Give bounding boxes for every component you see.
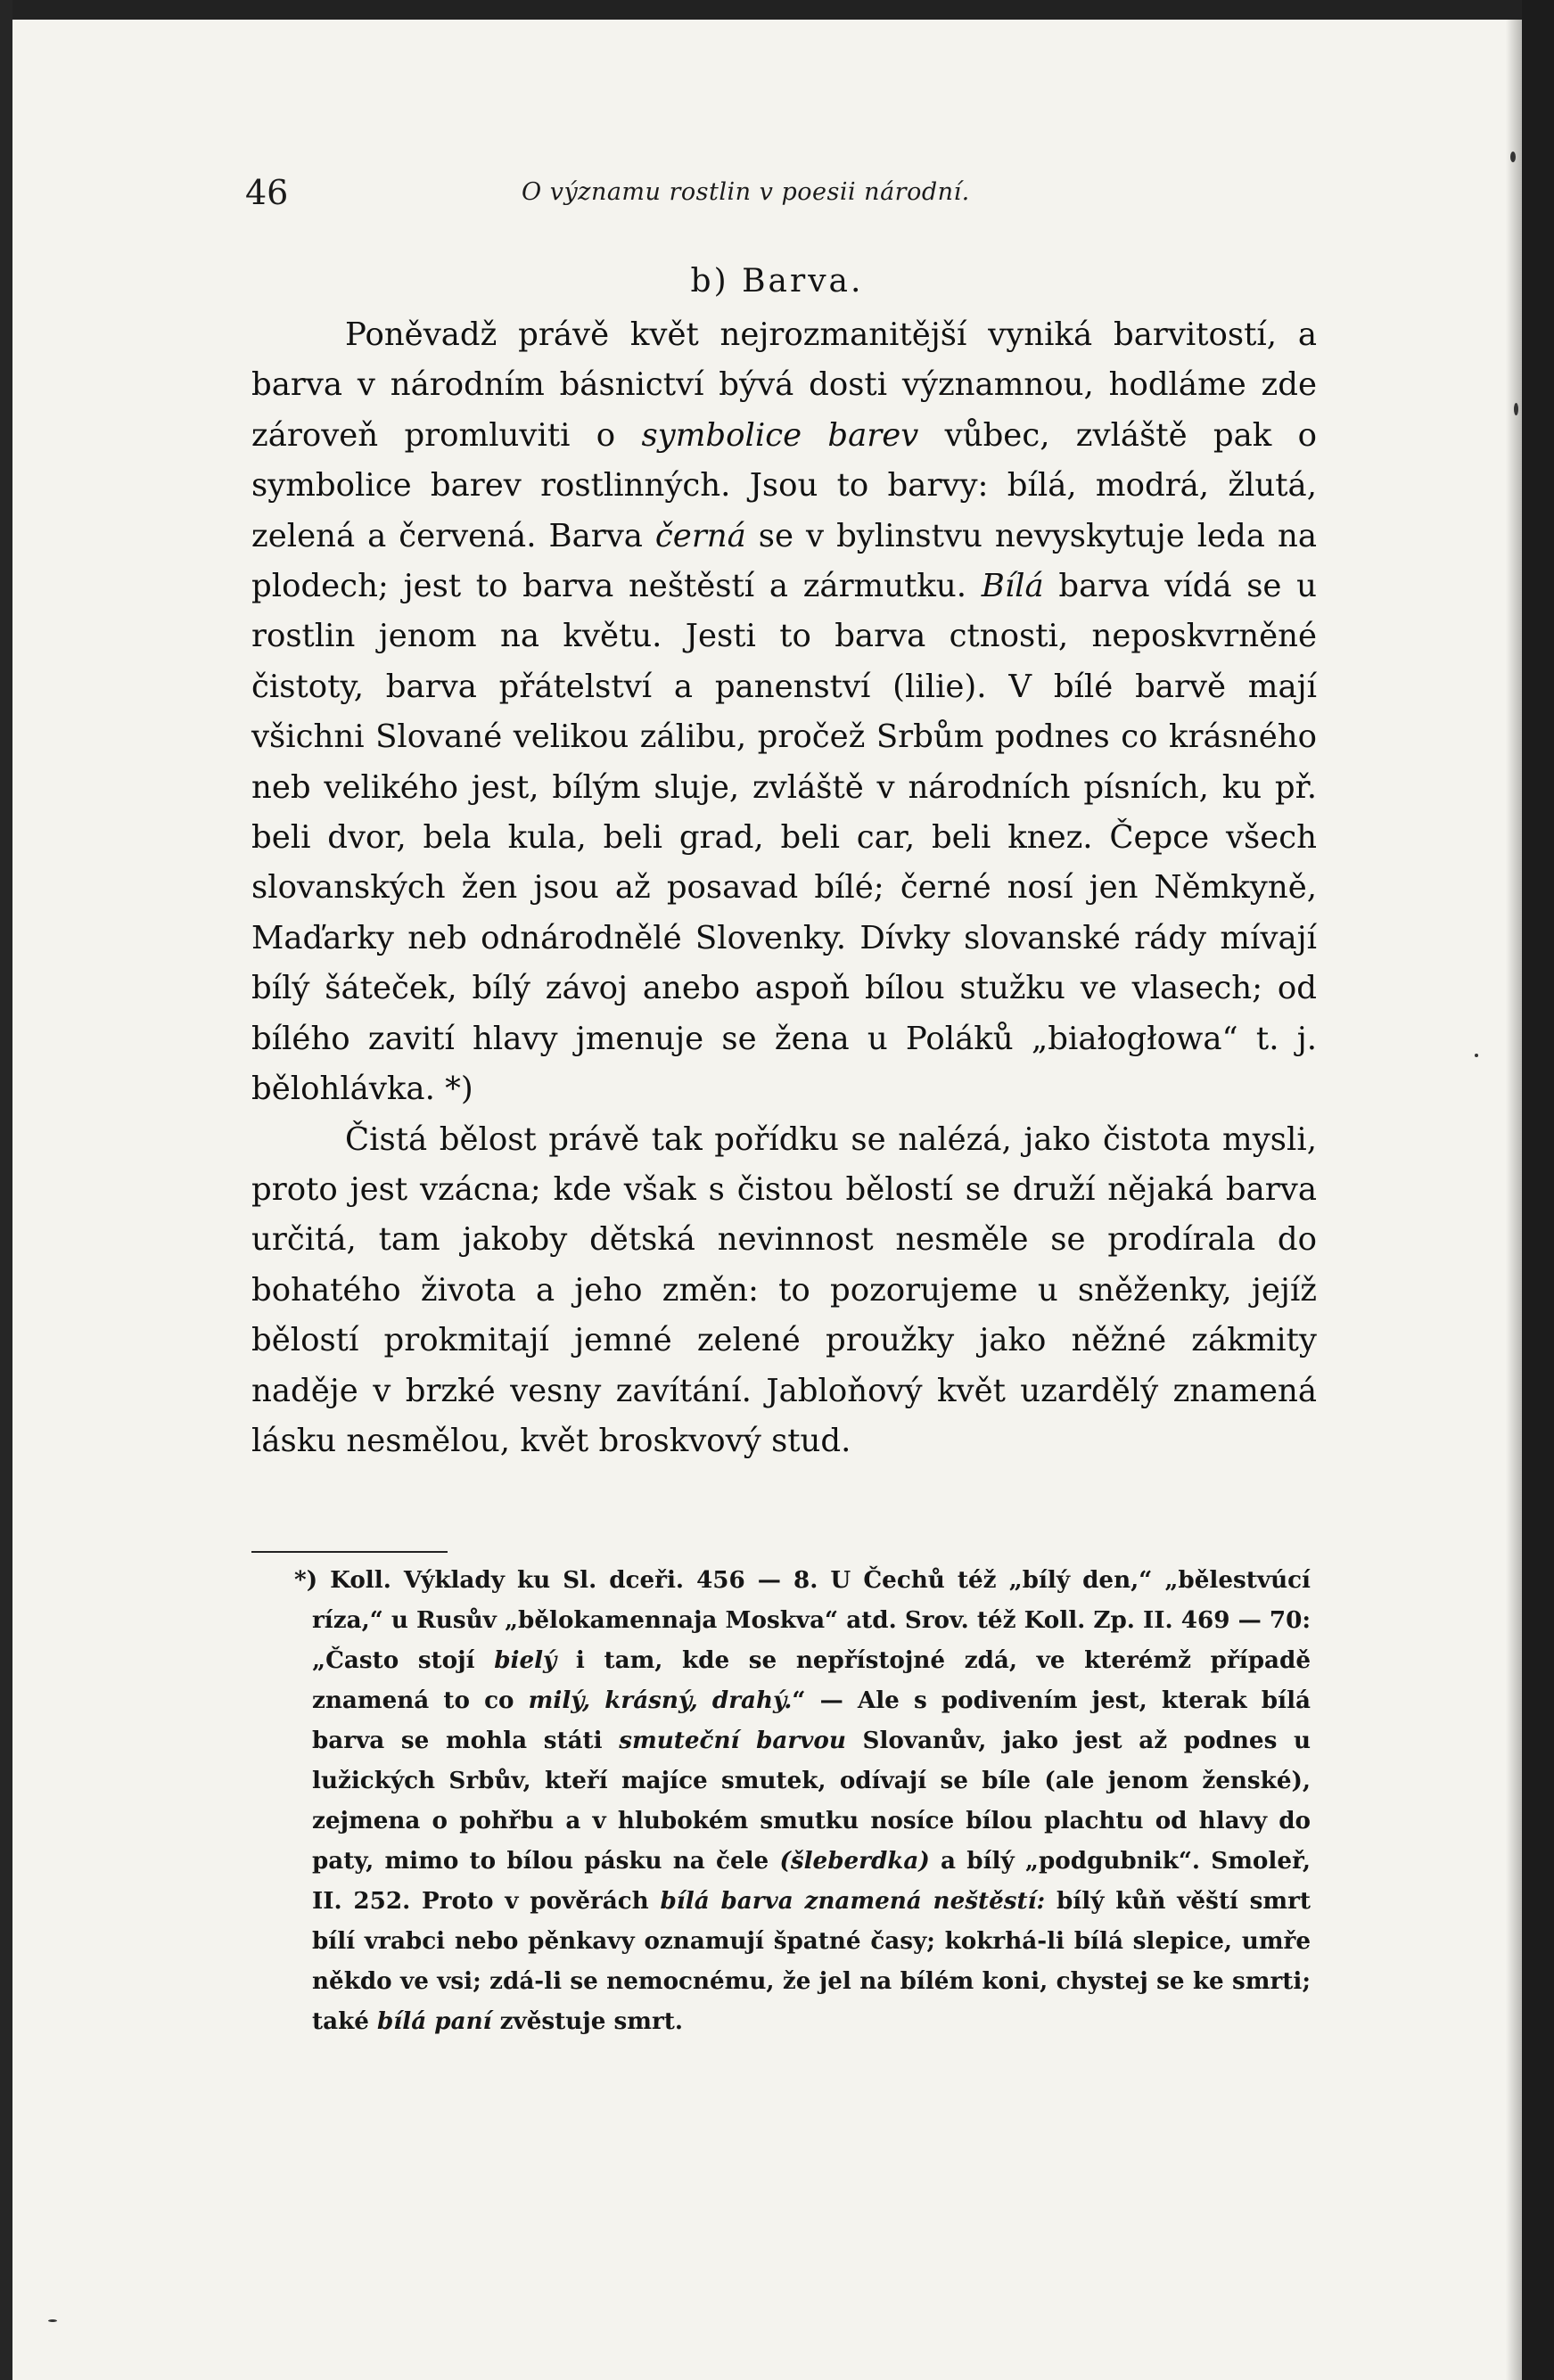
ink-speck <box>1514 403 1518 415</box>
footnote: *) Koll. Výklady ku Sl. dceři. 456 — 8. U Čechů též „bílý den,“ „bělestvúcí ríza,“ u Rusův „bělokamennaja Moskva“ atd. Srov. též Koll. Zp. II. 469 — 70: „Často stojí bielý i tam, kde se nepřístojné zdá, ve kterémž případě znamená to co milý, krásný, drahý.“ — Ale s podivením jest, kterak bílá barva se mohla státi smuteční barvou Slovanův, jako jest až podnes u lužických Srbův, kteří majíce smutek, odívají se bíle (ale jenom ženské), zejmena o pohřbu a v hlubokém smutku nosíce bílou plachtu od hlavy do paty, mimo to bílou pásku na čele (šleberdka) a bílý „podgubnik“. Smoleř, II. 252. Proto v pověrách bílá barva znamená neštěstí: bílý kůň věští smrt bílí vrabci nebo pěnkavy oznamují špatné časy; kokrhá-li bílá slepice, umře někdo ve vsi; zdá-li se nemocnému, že jel na bílém koni, chystej se ke smrti; také bílá paní zvěstuje smrt. <box>294 1566 1311 2035</box>
page-edge-shadow <box>1506 20 1522 2380</box>
scan-border-right <box>1522 0 1554 2380</box>
ink-speck <box>1475 1054 1478 1057</box>
paragraph-2: Čistá bělost právě tak pořídku se nalézá, jako čistota mysli, proto jest vzácna; kde však s čistou bělostí se druží nějaká barva určitá, tam jakoby dětská nevinnost nesměle se prodírala do bohatého života a jeho změn: to pozorujeme u sněženky, jejíž bělostí prokmitají jemné zelené proužky jako něžné zákmity naděje v brzké vesny zavítání. Jabloňový květ uzardělý znamená lásku nesmělou, květ broskvový stud. <box>251 1120 1317 1459</box>
scan-border-left <box>0 0 12 2380</box>
ink-speck <box>48 2319 57 2322</box>
running-title: O významu rostlin v poesii národní. <box>522 178 970 206</box>
body-text <box>251 310 1317 1466</box>
scan-border-top <box>0 0 1554 20</box>
running-head <box>245 162 1324 216</box>
page-number: 46 <box>245 173 289 212</box>
paragraph-1: Poněvadž právě květ nejrozmanitější vyniká barvitostí, a barva v národním básnictví bývá dosti významnou, hodláme zde zároveň promluviti o symbolice barev vůbec, zvláště pak o symbolice barev rostlinných. Jsou to barvy: bílá, modrá, žlutá, zelená a červená. Barva černá se v bylinstvu nevyskytuje leda na plodech; jest to barva neštěstí a zármutku. Bílá barva vídá se u rostlin jenom na květu. Jesti to barva ctnosti, neposkvrněné čistoty, barva přátelství a panenství (lilie). V bílé barvě mají všichni Slované velikou zálibu, pročež Srbům podnes co krásného neb velikého jest, bílým sluje, zvláště v národních písních, ku př. beli dvor, bela kula, beli grad, beli car, beli knez. Čepce všech slovanských žen jsou až posavad bílé; černé nosí jen Němkyně, Maďarky neb odnárodnělé Slovenky. Dívky slovanské rády mívají bílý šáteček, bílý závoj anebo aspoň bílou stužku ve vlasech; od bílého zavití hlavy jmenuje se žena u Poláků „białogłowa“ t. j. bělohlávka. *) <box>251 316 1318 1108</box>
section-title: b) Barva. <box>690 263 864 300</box>
footnote-rule <box>251 1551 448 1553</box>
ink-speck <box>1510 152 1516 162</box>
footnote-marker: *) <box>294 1566 331 1594</box>
